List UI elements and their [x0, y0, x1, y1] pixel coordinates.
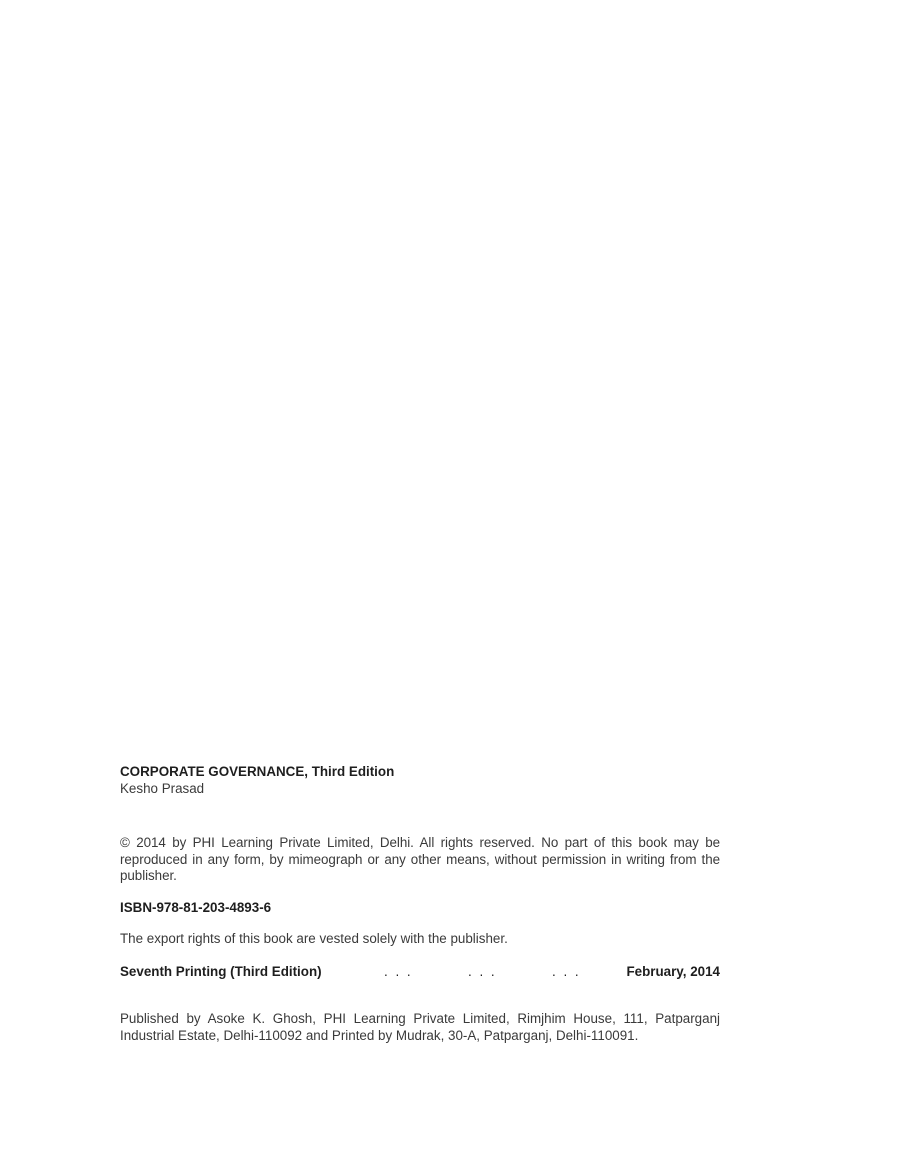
copyright-notice: © 2014 by PHI Learning Private Limited, Delhi. All rights reserved. No part of this book may be reproduced in any form, by mimeograph or any other means, without permission in writing from the publisher. — [120, 835, 720, 883]
printing-date: February, 2014 — [626, 963, 720, 979]
export-rights-notice: The export rights of this book are vested solely with the publisher. — [120, 931, 508, 946]
isbn-number: ISBN-978-81-203-4893-6 — [120, 899, 272, 915]
printing-separator-3: . . . — [552, 963, 581, 979]
printing-separator-2: . . . — [468, 963, 497, 979]
printing-line — [120, 964, 720, 981]
publisher-printer-notice: Published by Asoke K. Ghosh, PHI Learning Private Limited, Rimjhim House, 111, Patparganj Industrial Estate, Delhi-110092 and Printed by Mudrak, 30-A, Patparganj, Delhi-110091. — [120, 1011, 720, 1043]
imprint-block — [120, 764, 720, 1044]
book-title: CORPORATE GOVERNANCE, Third Edition — [120, 764, 395, 779]
book-author: Kesho Prasad — [120, 780, 205, 796]
printing-separator-1: . . . — [384, 963, 413, 979]
printing-label: Seventh Printing (Third Edition) — [120, 963, 322, 979]
